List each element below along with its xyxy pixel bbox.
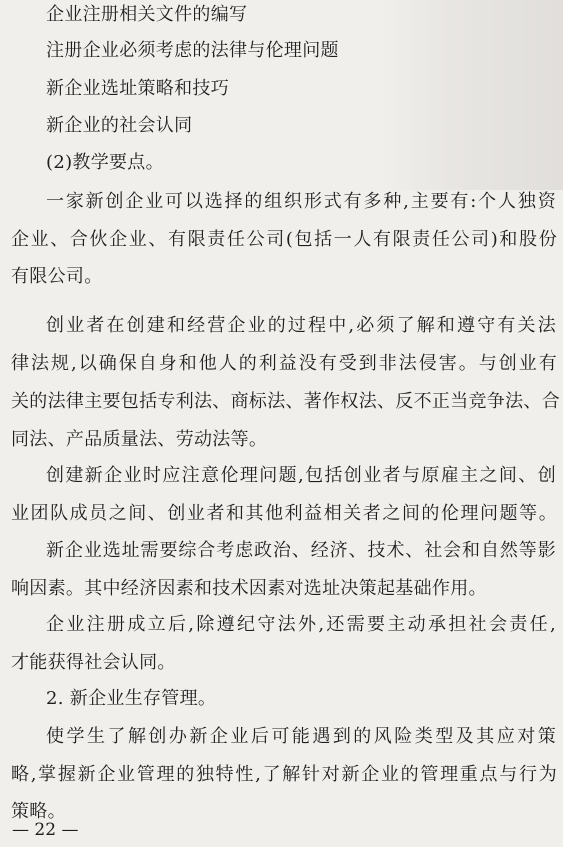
paragraph-line: 新企业选址需要综合考虑政治、经济、技术、社会和自然等影 — [46, 540, 556, 561]
page-number: — 22 — — [12, 820, 79, 840]
bleed-through-shadow — [380, 0, 563, 190]
list-item: 新企业选址策略和技巧 — [46, 78, 229, 99]
paragraph-line: 创建新企业时应注意伦理问题,包括创业者与原雇主之间、创 — [46, 465, 556, 486]
paragraph-line: 创业者在创建和经营企业的过程中,必须了解和遵守有关法 — [46, 315, 556, 336]
paragraph-line: 企业、合伙企业、有限责任公司(包括一人有限责任公司)和股份 — [11, 229, 557, 250]
paragraph-line: 有限公司。 — [11, 266, 103, 287]
subheading: 2. 新企业生存管理。 — [46, 688, 217, 709]
list-item: 注册企业必须考虑的法律与伦理问题 — [46, 40, 339, 61]
paragraph-line: 响因素。其中经济因素和技术因素对选址决策起基础作用。 — [11, 578, 487, 599]
list-item: 新企业的社会认同 — [46, 115, 193, 136]
paragraph-line: 一家新创企业可以选择的组织形式有多种,主要有:个人独资 — [46, 191, 556, 212]
paragraph-line: 同法、产品质量法、劳动法等。 — [11, 429, 268, 450]
paragraph-line: 企业注册成立后,除遵纪守法外,还需要主动承担社会责任, — [46, 614, 556, 635]
paragraph-line: 律法规,以确保自身和他人的利益没有受到非法侵害。与创业有 — [11, 353, 557, 374]
paragraph-line: 关的法律主要包括专利法、商标法、著作权法、反不正当竞争法、合 — [11, 391, 560, 412]
paragraph-line: 使学生了解创办新企业后可能遇到的风险类型及其应对策 — [46, 726, 556, 747]
section-heading: (2)教学要点。 — [46, 152, 164, 173]
paragraph-line: 才能获得社会认同。 — [11, 652, 176, 673]
paragraph-line: 略,掌握新企业管理的独特性,了解针对新企业的管理重点与行为 — [11, 764, 557, 785]
paragraph-line: 业团队成员之间、创业者和其他利益相关者之间的伦理问题等。 — [11, 503, 557, 524]
list-item: 企业注册相关文件的编写 — [46, 4, 248, 25]
paragraph-line: 策略。 — [11, 801, 66, 822]
